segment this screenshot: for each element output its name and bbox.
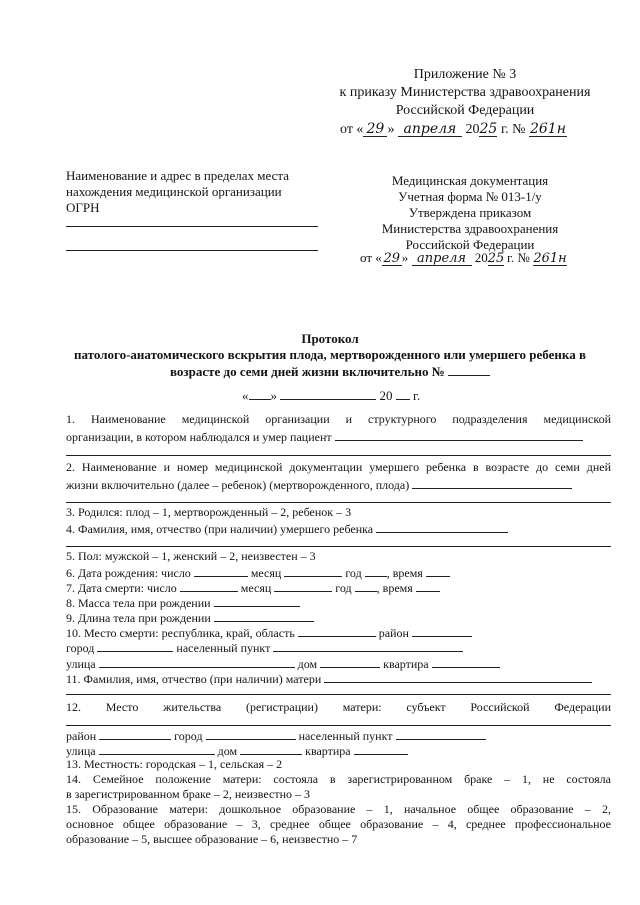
- item-14-line-a: 14. Семейное положение матери: состояла в зарегистрированном браке – 1, не состояла: [66, 772, 611, 786]
- item-14-line-b: в зарегистрированном браке – 2, неизвестно – 3: [66, 787, 310, 801]
- item-3: 3. Родился: плод – 1, мертворожденный – 2, ребенок – 3: [66, 505, 352, 519]
- doc-handwritten-month: апреля: [412, 252, 472, 266]
- doc-line5: Российской Федерации: [405, 237, 535, 252]
- item-8: 8. Масса тела при рождении: [66, 594, 611, 611]
- protocol-year-blank: [396, 387, 410, 400]
- doc-form-number: Учетная форма № 013-1/у: [398, 189, 542, 204]
- protocol-day-blank: [249, 387, 271, 400]
- protocol-title-block: [40, 331, 620, 380]
- item-5: 5. Пол: мужской – 1, женский – 2, неизвестен – 3: [66, 549, 316, 563]
- item-2-line-a: 2. Наименование и номер медицинской документации умершего ребенка в возрасте до семи дней: [66, 460, 611, 474]
- doc-block: [340, 173, 600, 253]
- appendix-title: Приложение № 3: [413, 67, 517, 82]
- doc-date-line: от « 29 » апреля 2025 г. № 261н: [360, 250, 567, 266]
- protocol-subtitle-2: возрасте до семи дней жизни включительно №: [40, 363, 620, 380]
- doc-handwritten-year: 25: [487, 251, 505, 266]
- item-12-line-b: район город населенный пункт: [66, 727, 611, 744]
- item-12-blank-line: [66, 725, 611, 726]
- item-12-line-c: улица дом квартира: [66, 742, 611, 759]
- item-12-line-a: 12. Место жительства (регистрации) матери: субъект Российской Федерации: [66, 700, 611, 714]
- doc-handwritten-number: 261н: [533, 251, 567, 266]
- item-10-line-b: город населенный пункт: [66, 639, 611, 656]
- item-15-line-b: основное общее образование – 3, среднее общее образование – 4, среднее профессиональное: [66, 817, 611, 831]
- item-2-line-b: жизни включительно (далее – ребенок) (мертворожденного, плода): [66, 476, 611, 493]
- item-15-line-c: образование – 5, высшее образование – 6, неизвестно – 7: [66, 832, 358, 846]
- doc-handwritten-day: 29: [383, 251, 401, 266]
- appendix-line1: к приказу Министерства здравоохранения: [339, 85, 591, 100]
- item-10-line-c: улица дом квартира: [66, 655, 611, 672]
- appendix-handwritten-year: 25: [479, 121, 498, 137]
- item-2-blank-line: [66, 502, 611, 503]
- item-11: 11. Фамилия, имя, отчество (при наличии) матери: [66, 670, 611, 687]
- item-1-line-b: организации, в котором наблюдался и умер пациент: [66, 428, 611, 445]
- org-line-blank-1: [66, 226, 318, 227]
- org-line1: Наименование и адрес в пределах места: [66, 168, 289, 183]
- protocol-month-blank: [280, 387, 376, 400]
- item-10-line-a: 10. Место смерти: республика, край, область район: [66, 624, 611, 641]
- protocol-title: Протокол: [301, 331, 359, 346]
- protocol-date-line: « » 20 г.: [242, 388, 421, 403]
- item-11-blank-line: [66, 694, 611, 695]
- org-line-blank-2: [66, 250, 318, 251]
- org-ogrn-label: ОГРН: [66, 200, 100, 215]
- item-4: 4. Фамилия, имя, отчество (при наличии) умершего ребенка: [66, 520, 611, 537]
- protocol-number-blank: [448, 363, 490, 376]
- doc-line1: Медицинская документация: [391, 173, 549, 188]
- item-9: 9. Длина тела при рождении: [66, 609, 611, 626]
- item-15-line-a: 15. Образование матери: дошкольное образование – 1, начальное общее образование – 2,: [66, 802, 611, 816]
- item-7: 7. Дата смерти: число месяц год , время: [66, 579, 611, 596]
- appendix-line2: Российской Федерации: [395, 103, 535, 118]
- org-line2: нахождения медицинской организации: [66, 184, 282, 199]
- appendix-header: [300, 66, 630, 120]
- appendix-handwritten-day: 29: [363, 123, 387, 137]
- appendix-date-line: от « 29 » апреля 2025 г. № 261н: [340, 121, 566, 137]
- item-1-line-a: 1. Наименование медицинской организации и структурного подразделения медицинской: [66, 412, 611, 426]
- org-block: [66, 168, 289, 216]
- item-13: 13. Местность: городская – 1, сельская – 2: [66, 757, 283, 771]
- item-1-blank-line: [66, 455, 611, 456]
- appendix-handwritten-number: 261н: [529, 121, 566, 137]
- appendix-handwritten-month: апреля: [398, 123, 462, 137]
- item-6: 6. Дата рождения: число месяц год , время: [66, 564, 611, 581]
- doc-line3: Утверждена приказом: [408, 205, 532, 220]
- protocol-subtitle-1: патолого-анатомического вскрытия плода, мертворожденного или умершего ребенка в: [74, 347, 586, 362]
- item-4-blank-line: [66, 546, 611, 547]
- doc-line4: Министерства здравоохранения: [381, 221, 559, 236]
